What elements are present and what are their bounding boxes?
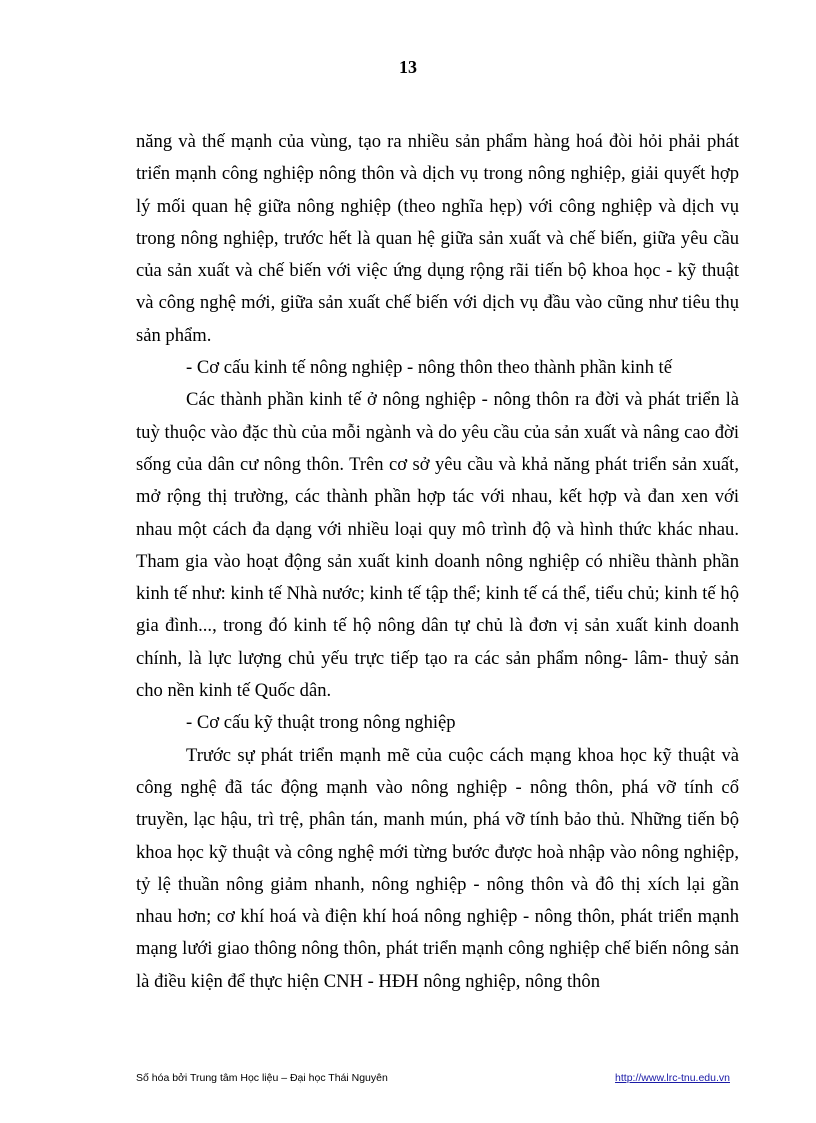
footer-website-link[interactable]: http://www.lrc-tnu.edu.vn: [615, 1072, 730, 1084]
paragraph-continuation: năng và thế mạnh của vùng, tạo ra nhiều sản phẩm hàng hoá đòi hỏi phải phát triển mạnh công nghiệp nông thôn và dịch vụ trong nông nghiệp, giải quyết hợp lý mối quan hệ giữa nông nghiệp (theo nghĩa hẹp) với công nghiệp và dịch vụ trong nông nghiệp, trước hết là quan hệ giữa sản xuất và chế biến, giữa yêu cầu của sản xuất và chế biến với việc ứng dụng rộng rãi tiến bộ khoa học - kỹ thuật và công nghệ mới, giữa sản xuất chế biến với dịch vụ đầu vào cũng như tiêu thụ sản phẩm.: [136, 131, 739, 346]
section-heading-technical-structure: - Cơ cấu kỹ thuật trong nông nghiệp: [186, 712, 456, 734]
paragraph-technical-structure: Trước sự phát triển mạnh mẽ của cuộc cách mạng khoa học kỹ thuật và công nghệ đã tác động mạnh vào nông nghiệp - nông thôn, phá vỡ tính cổ truyền, lạc hậu, trì trệ, phân tán, manh mún, phá vỡ tính bảo thủ. Những tiến bộ khoa học kỹ thuật và công nghệ mới từng bước được hoà nhập vào nông nghiệp, tỷ lệ thuần nông giảm nhanh, nông nghiệp - nông thôn và đô thị xích lại gần nhau hơn; cơ khí hoá và điện khí hoá nông nghiệp - nông thôn, phát triển mạnh mạng lưới giao thông nông thôn, phát triển mạnh công nghiệp chế biến nông sản là điều kiện để thực hiện CNH - HĐH nông nghiệp, nông thôn: [136, 744, 739, 992]
paragraph-economic-sectors: Các thành phần kinh tế ở nông nghiệp - nông thôn ra đời và phát triển là tuỳ thuộc vào đặc thù của mỗi ngành và do yêu cầu của sản xuất và nâng cao đời sống của dân cư nông thôn. Trên cơ sở yêu cầu và khả năng phát triển sản xuất, mở rộng thị trường, các thành phần hợp tác với nhau, kết hợp và đan xen với nhau một cách đa dạng với nhiều loại quy mô trình độ và hình thức khác nhau. Tham gia vào hoạt động sản xuất kinh doanh nông nghiệp có nhiều thành phần kinh tế như: kinh tế Nhà nước; kinh tế tập thể; kinh tế cá thể, tiểu chủ; kinh tế hộ gia đình..., trong đó kinh tế hộ nông dân tự chủ là đơn vị sản xuất kinh doanh chính, là lực lượng chủ yếu trực tiếp tạo ra các sản phẩm nông- lâm- thuỷ sản cho nền kinh tế Quốc dân.: [136, 389, 739, 702]
footer-source-text: Số hóa bởi Trung tâm Học liệu – Đại học Thái Nguyên: [136, 1072, 388, 1084]
section-heading-economic-sectors: - Cơ cấu kinh tế nông nghiệp - nông thôn theo thành phần kinh tế: [186, 357, 672, 379]
body-text: [136, 126, 739, 998]
page-number: 13: [399, 57, 417, 77]
